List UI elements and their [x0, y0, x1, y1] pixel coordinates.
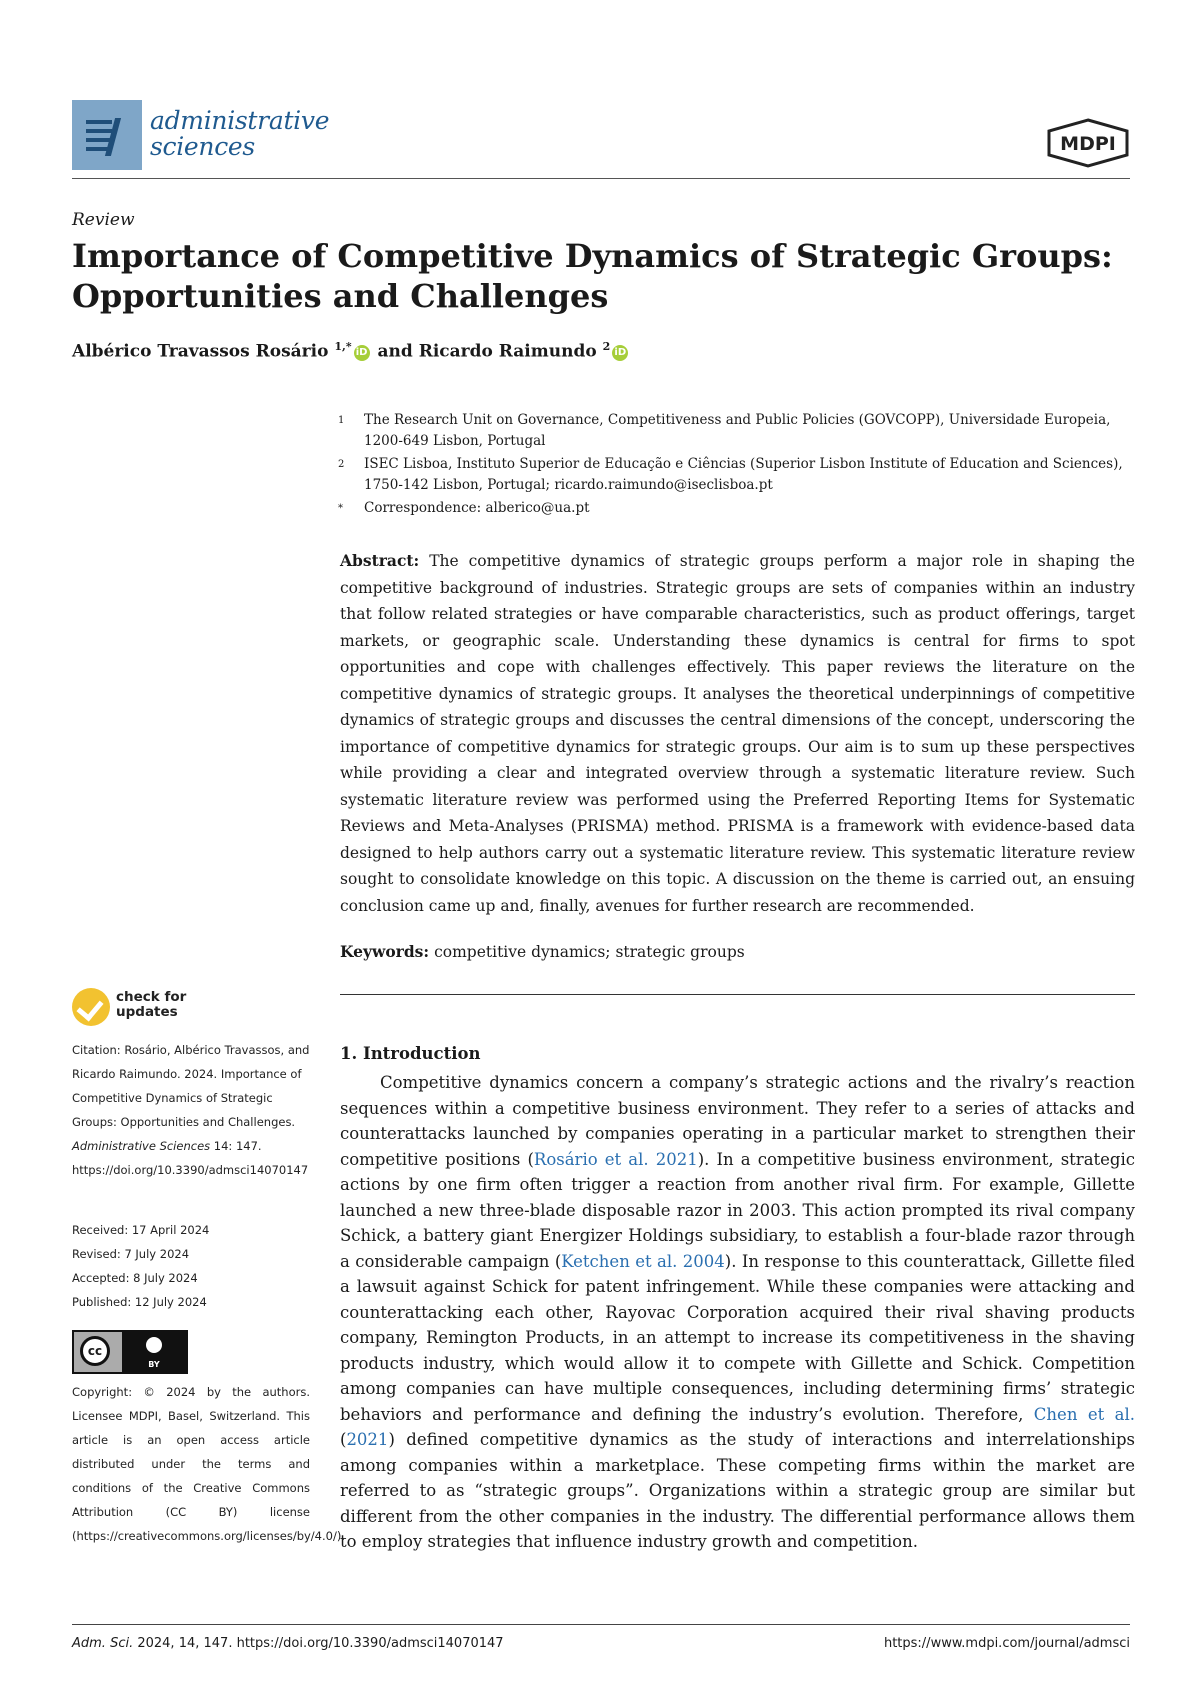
author-affiliation-marker: 1,* — [334, 340, 352, 353]
dates-block — [72, 1218, 310, 1314]
journal-name-line1: administrative — [150, 106, 330, 135]
intro-text: ) defined competitive dynamics as the study of interactions and interrelationships among companies within a marketplace. These competing firms within the market are referred to as “strategic groups”. Organizations within a strategic group are similar but different from the other companies in the industry. The differential performance allows them to employ strategies that influence industry growth and competition. — [340, 1430, 1135, 1551]
logo-line — [86, 120, 112, 124]
journal-name-line2: sciences — [150, 132, 255, 161]
footer-divider — [72, 1624, 1130, 1625]
footer-doi[interactable]: 2024, 14, 147. https://doi.org/10.3390/admsci14070147 — [133, 1636, 504, 1651]
published-date: Published: 12 July 2024 — [72, 1295, 207, 1309]
citation-block — [72, 1038, 310, 1182]
affiliation-text: ISEC Lisboa, Instituto Superior de Educação e Ciências (Superior Lisbon Institute of Education and Sciences), 1750-142 Lisbon, Portugal; ricardo.raimundo@iseclisboa.pt — [364, 456, 1123, 493]
citation-journal: Administrative Sciences — [72, 1139, 211, 1153]
copyright: Copyright: © 2024 by the authors. Licensee MDPI, Basel, Switzerland. This article is an open access article distributed under the terms and conditions of the Creative Commons Attribution (CC BY) license (https://creativecommons.org/licenses/by/4.0/). — [72, 1385, 345, 1543]
orcid-icon[interactable]: iD — [612, 345, 628, 361]
article-title: Importance of Competitive Dynamics of Strategic Groups: Opportunities and Challenges — [72, 237, 1113, 315]
mdpi-logo-text: MDPI — [1060, 133, 1116, 155]
footer-url[interactable]: https://www.mdpi.com/journal/admsci — [883, 1636, 1130, 1651]
check-line1: check for — [116, 989, 187, 1005]
check-line2: updates — [116, 1004, 178, 1020]
mdpi-logo — [1045, 118, 1131, 168]
citation-link[interactable]: 2021 — [346, 1430, 389, 1449]
logo-line — [86, 129, 112, 133]
header-divider — [72, 178, 1130, 179]
citation-link[interactable]: Rosário et al. 2021 — [533, 1149, 698, 1169]
affiliation — [340, 454, 1140, 496]
abstract — [340, 548, 1135, 919]
cc-by-license-badge[interactable] — [72, 1330, 188, 1374]
affiliation-number: * — [338, 503, 343, 514]
journal-name — [150, 108, 329, 160]
section-divider — [340, 994, 1135, 995]
orcid-icon[interactable]: iD — [354, 345, 370, 361]
keywords-label: Keywords: — [340, 942, 430, 961]
intro-text: ( — [340, 1430, 347, 1449]
affiliation-number: 2 — [338, 459, 345, 470]
intro-text: ). In a competitive business environment, strategic actions by one firm often trigger a reaction from another rival firm. For example, Gillette launched a new three-blade disposable razor in 2003. This action prompted its rival company Schick, a battery giant Energizer Holdings subsidiary, to establish a four-blade razor through a considerable campaign ( — [340, 1149, 1136, 1271]
by-icon — [122, 1332, 186, 1372]
author-list — [72, 340, 630, 362]
intro-text: Competitive dynamics concern a company’s strategic actions and the rivalry’s reaction sequences within a competitive business environment. They refer to a series of attacks and counterattacks launched by companies operating in a particular market to strengthen their competitive positions ( — [340, 1073, 1135, 1169]
author-affiliation-marker: 2 — [602, 340, 611, 353]
abstract-label: Abstract: — [340, 551, 420, 570]
by-label: BY — [148, 1360, 160, 1369]
author-name[interactable]: Ricardo Raimundo — [418, 341, 597, 362]
affiliation-text: The Research Unit on Governance, Competitiveness and Public Policies (GOVCOPP), Universidade Europeia, 1200-649 Lisbon, Portugal — [364, 412, 1111, 449]
abstract-text: The competitive dynamics of strategic groups perform a major role in shaping the competitive background of industries. Strategic groups are sets of companies within an industry that follow related strategies or have comparable characteristics, such as product offerings, target markets, or geographic scale. Understanding these dynamics is central for firms to spot opportunities and cope with challenges effectively. This paper reviews the literature on the competitive dynamics of strategic groups. It analyses the theoretical underpinnings of competitive dynamics of strategic groups and discusses the central dimensions of the concept, underscoring the importance of competitive dynamics for strategic groups. Our aim is to sum up these perspectives while providing a clear and integrated overview through a systematic literature review. Such systematic literature review was performed using the Preferred Reporting Items for Systematic Reviews and Meta-Analyses (PRISMA) method. PRISMA is a framework with evidence-based data designed to help authors carry out a systematic literature review. This systematic literature review sought to consolidate knowledge on this topic. A discussion on the theme is carried out, an ensuing conclusion came up and, finally, avenues for further research are recommended. — [340, 552, 1135, 915]
affiliation-number: 1 — [338, 415, 345, 426]
journal-logo — [72, 100, 142, 170]
intro-paragraph — [340, 1070, 1135, 1555]
revised-date: Revised: 7 July 2024 — [72, 1247, 190, 1261]
citation-text: Citation: Rosário, Albérico Travassos, and Ricardo Raimundo. 2024. Importance of Competitive Dynamics of Strategic Groups: Opportunities and Challenges. — [72, 1043, 310, 1129]
intro-text: ). In response to this counterattack, Gillette filed a lawsuit against Schick for patent infringement. While these companies were attacking and counterattacking each other, Rayovac Corporation acquired their rival shaving products company, Remington Products, in an attempt to increase its competitiveness in the shaving products industry, which would allow it to compete with Gillette and Schick. Competition among companies can have multiple consequences, including determining firms’ strategic behaviors and performance and defining the industry’s evolution. Therefore, — [340, 1251, 1135, 1424]
check-for-updates-button[interactable] — [72, 988, 222, 1028]
affiliation — [340, 410, 1140, 452]
footer-journal: Adm. Sci. — [72, 1636, 134, 1651]
section-heading: 1. Introduction — [340, 1044, 481, 1063]
author-joiner: and — [377, 341, 413, 362]
author-name[interactable]: Albérico Travassos Rosário — [72, 341, 329, 362]
citation-link[interactable]: Ketchen et al. 2004 — [561, 1251, 725, 1271]
person-icon — [146, 1337, 162, 1353]
citation-link[interactable]: Chen et al. — [1033, 1404, 1135, 1424]
accepted-date: Accepted: 8 July 2024 — [72, 1271, 198, 1285]
cc-icon: cc — [80, 1336, 110, 1366]
citation-doi[interactable]: 14: 147. https://doi.org/10.3390/admsci14070147 — [72, 1139, 309, 1177]
article-type: Review — [72, 210, 135, 230]
keywords-text: competitive dynamics; strategic groups — [434, 943, 745, 961]
correspondence — [340, 498, 1140, 519]
check-icon — [72, 988, 110, 1026]
received-date: Received: 17 April 2024 — [72, 1223, 210, 1237]
affiliation-text: Correspondence: alberico@ua.pt — [364, 500, 590, 516]
footer-reference — [72, 1636, 504, 1651]
check-for-updates-label — [116, 990, 186, 1020]
keywords — [340, 942, 745, 961]
